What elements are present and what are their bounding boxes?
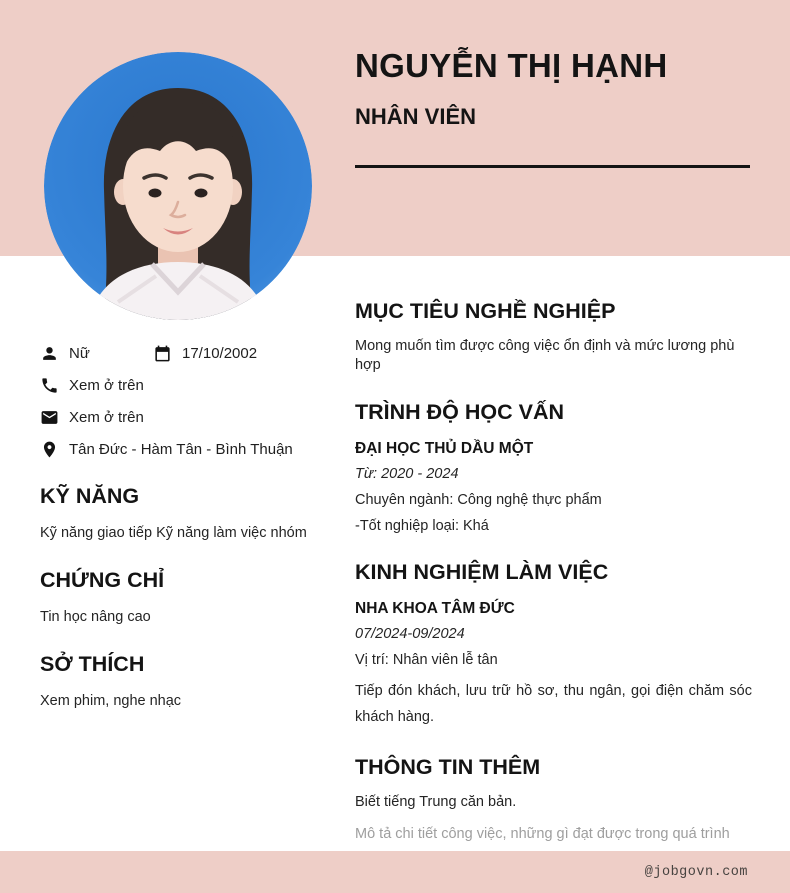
- additional-placeholder-text: Mô tả chi tiết công việc, những gì đạt được trong quá trình: [355, 826, 730, 842]
- hobbies-heading: SỞ THÍCH: [40, 652, 145, 676]
- education-grade: -Tốt nghiệp loại: Khá: [355, 518, 489, 534]
- address-value: Tân Đức - Hàm Tân - Bình Thuận: [69, 441, 293, 458]
- experience-position: Vị trí: Nhân viên lễ tân: [355, 652, 498, 668]
- profile-photo-illustration: [44, 52, 312, 320]
- candidate-job-title: NHÂN VIÊN: [355, 104, 477, 129]
- watermark-credit: @jobgovn.com: [644, 864, 748, 880]
- certificates-heading: CHỨNG CHỈ: [40, 568, 165, 592]
- skills-body: Kỹ năng giao tiếp Kỹ năng làm việc nhóm: [40, 525, 307, 541]
- education-heading: TRÌNH ĐỘ HỌC VẤN: [355, 400, 565, 424]
- footer-pink-band: [0, 851, 790, 893]
- section-experience: [355, 561, 752, 730]
- dob-value: 17/10/2002: [182, 345, 258, 362]
- education-major: Chuyên ngành: Công nghệ thực phẩm: [355, 492, 602, 508]
- education-school: ĐẠI HỌC THỦ DẦU MỘT: [355, 440, 534, 457]
- info-row-address: [40, 440, 342, 459]
- email-value: Xem ở trên: [69, 409, 144, 426]
- profile-photo: [44, 52, 312, 320]
- additional-body: Biết tiếng Trung căn bản.: [355, 794, 517, 810]
- info-row-gender-dob: [40, 344, 342, 363]
- info-row-phone: [40, 376, 342, 395]
- calendar-icon: [153, 344, 172, 363]
- experience-heading: KINH NGHIỆM LÀM VIỆC: [355, 560, 609, 584]
- header-block: [355, 48, 750, 168]
- skills-heading: KỸ NĂNG: [40, 484, 140, 508]
- section-objective: [355, 300, 752, 375]
- gender-value: Nữ: [69, 345, 90, 362]
- section-education: [355, 401, 752, 535]
- certificates-body: Tin học nâng cao: [40, 609, 151, 625]
- left-column: [40, 344, 342, 711]
- right-column: [355, 300, 752, 873]
- objective-heading: MỤC TIÊU NGHỀ NGHIỆP: [355, 299, 616, 323]
- location-pin-icon: [40, 440, 59, 459]
- header-divider: [355, 165, 750, 168]
- hobbies-body: Xem phim, nghe nhạc: [40, 693, 182, 709]
- mail-icon: [40, 408, 59, 427]
- experience-description: Tiếp đón khách, lưu trữ hồ sơ, thu ngân, gọi điện chăm sóc khách hàng.: [355, 683, 752, 725]
- person-icon: [40, 344, 59, 363]
- experience-period: 07/2024-09/2024: [355, 626, 465, 642]
- phone-icon: [40, 376, 59, 395]
- objective-body: Mong muốn tìm được công việc ổn định và mức lương phù hợp: [355, 338, 735, 373]
- info-row-email: [40, 408, 342, 427]
- candidate-name: NGUYỄN THỊ HẠNH: [355, 47, 668, 84]
- phone-value: Xem ở trên: [69, 377, 144, 394]
- additional-heading: THÔNG TIN THÊM: [355, 755, 541, 779]
- experience-company: NHA KHOA TÂM ĐỨC: [355, 600, 515, 617]
- education-period: Từ: 2020 - 2024: [355, 466, 459, 482]
